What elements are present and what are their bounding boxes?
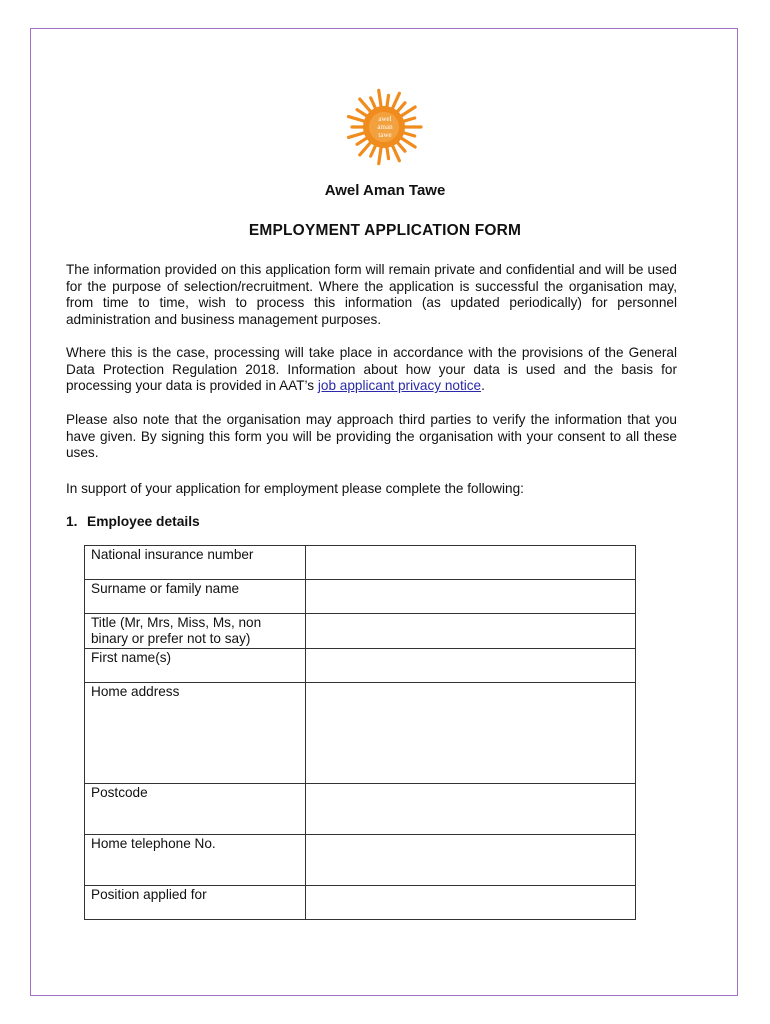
- privacy-notice-link[interactable]: job applicant privacy notice: [317, 378, 482, 393]
- field-label: Postcode: [85, 784, 306, 835]
- table-row: [85, 683, 636, 784]
- title-input[interactable]: [306, 614, 636, 649]
- gdpr-text-end: .: [481, 378, 485, 393]
- intro-paragraph-consent: Please also note that the organisation may approach third parties to verify the information that you have given. By signing this form you will be providing the organisation with your consent to all these uses.: [66, 412, 677, 460]
- table-row: [85, 614, 636, 649]
- position-applied-input[interactable]: [306, 886, 636, 920]
- logo-text-line-1: awel: [378, 115, 392, 123]
- table-row: [85, 546, 636, 580]
- field-label: First name(s): [85, 649, 306, 683]
- logo-text-line-3: tawe: [378, 131, 392, 139]
- first-names-input[interactable]: [306, 649, 636, 683]
- intro-paragraph-privacy: The information provided on this application form will remain private and confidential and will be used for the purpose of selection/recruitment. Where the application is successful the organisation may, from time to time, wish to process this information (as updated periodically) for personnel administration and business management purposes.: [66, 262, 677, 327]
- logo-ray: [360, 141, 372, 155]
- gdpr-text: Where this is the case, processing will take place in accordance with the provisions of the General Data Protection Regulation 2018. Information about how your data is used and the basis for processing your data is provided in AAT’s: [66, 345, 677, 393]
- logo-ray: [360, 99, 372, 113]
- logo-ray: [348, 132, 365, 137]
- logo-text-line-2: aman: [377, 123, 393, 131]
- logo-ray: [392, 144, 399, 160]
- intro-paragraph-gdpr: [66, 345, 677, 395]
- section-number: 1.: [66, 514, 78, 529]
- logo-ray: [379, 90, 382, 108]
- postcode-input[interactable]: [306, 784, 636, 835]
- logo-ray: [392, 93, 399, 109]
- logo-ray: [400, 137, 415, 147]
- field-label: Home telephone No.: [85, 835, 306, 886]
- employee-details-table: [84, 545, 636, 920]
- form-title: EMPLOYMENT APPLICATION FORM: [248, 222, 522, 239]
- home-telephone-input[interactable]: [306, 835, 636, 886]
- field-label: Position applied for: [85, 886, 306, 920]
- field-label: Surname or family name: [85, 580, 306, 614]
- section-title: Employee details: [87, 514, 200, 529]
- section-heading-employee-details: [66, 514, 200, 529]
- national-insurance-input[interactable]: [306, 546, 636, 580]
- field-label: Home address: [85, 683, 306, 784]
- table-row: [85, 886, 636, 920]
- surname-input[interactable]: [306, 580, 636, 614]
- organisation-logo: [345, 88, 423, 166]
- logo-ray: [348, 117, 365, 122]
- organisation-name: Awel Aman Tawe: [324, 182, 446, 199]
- logo-ray: [379, 146, 382, 164]
- table-row: [85, 580, 636, 614]
- home-address-input[interactable]: [306, 683, 636, 784]
- table-row: [85, 649, 636, 683]
- logo-ray: [400, 107, 415, 117]
- table-row: [85, 784, 636, 835]
- field-label: Title (Mr, Mrs, Miss, Ms, non binary or prefer not to say): [85, 614, 306, 649]
- sun-logo-icon: [345, 88, 423, 166]
- intro-paragraph-instructions: In support of your application for employment please complete the following:: [66, 481, 524, 496]
- table-row: [85, 835, 636, 886]
- field-label: National insurance number: [85, 546, 306, 580]
